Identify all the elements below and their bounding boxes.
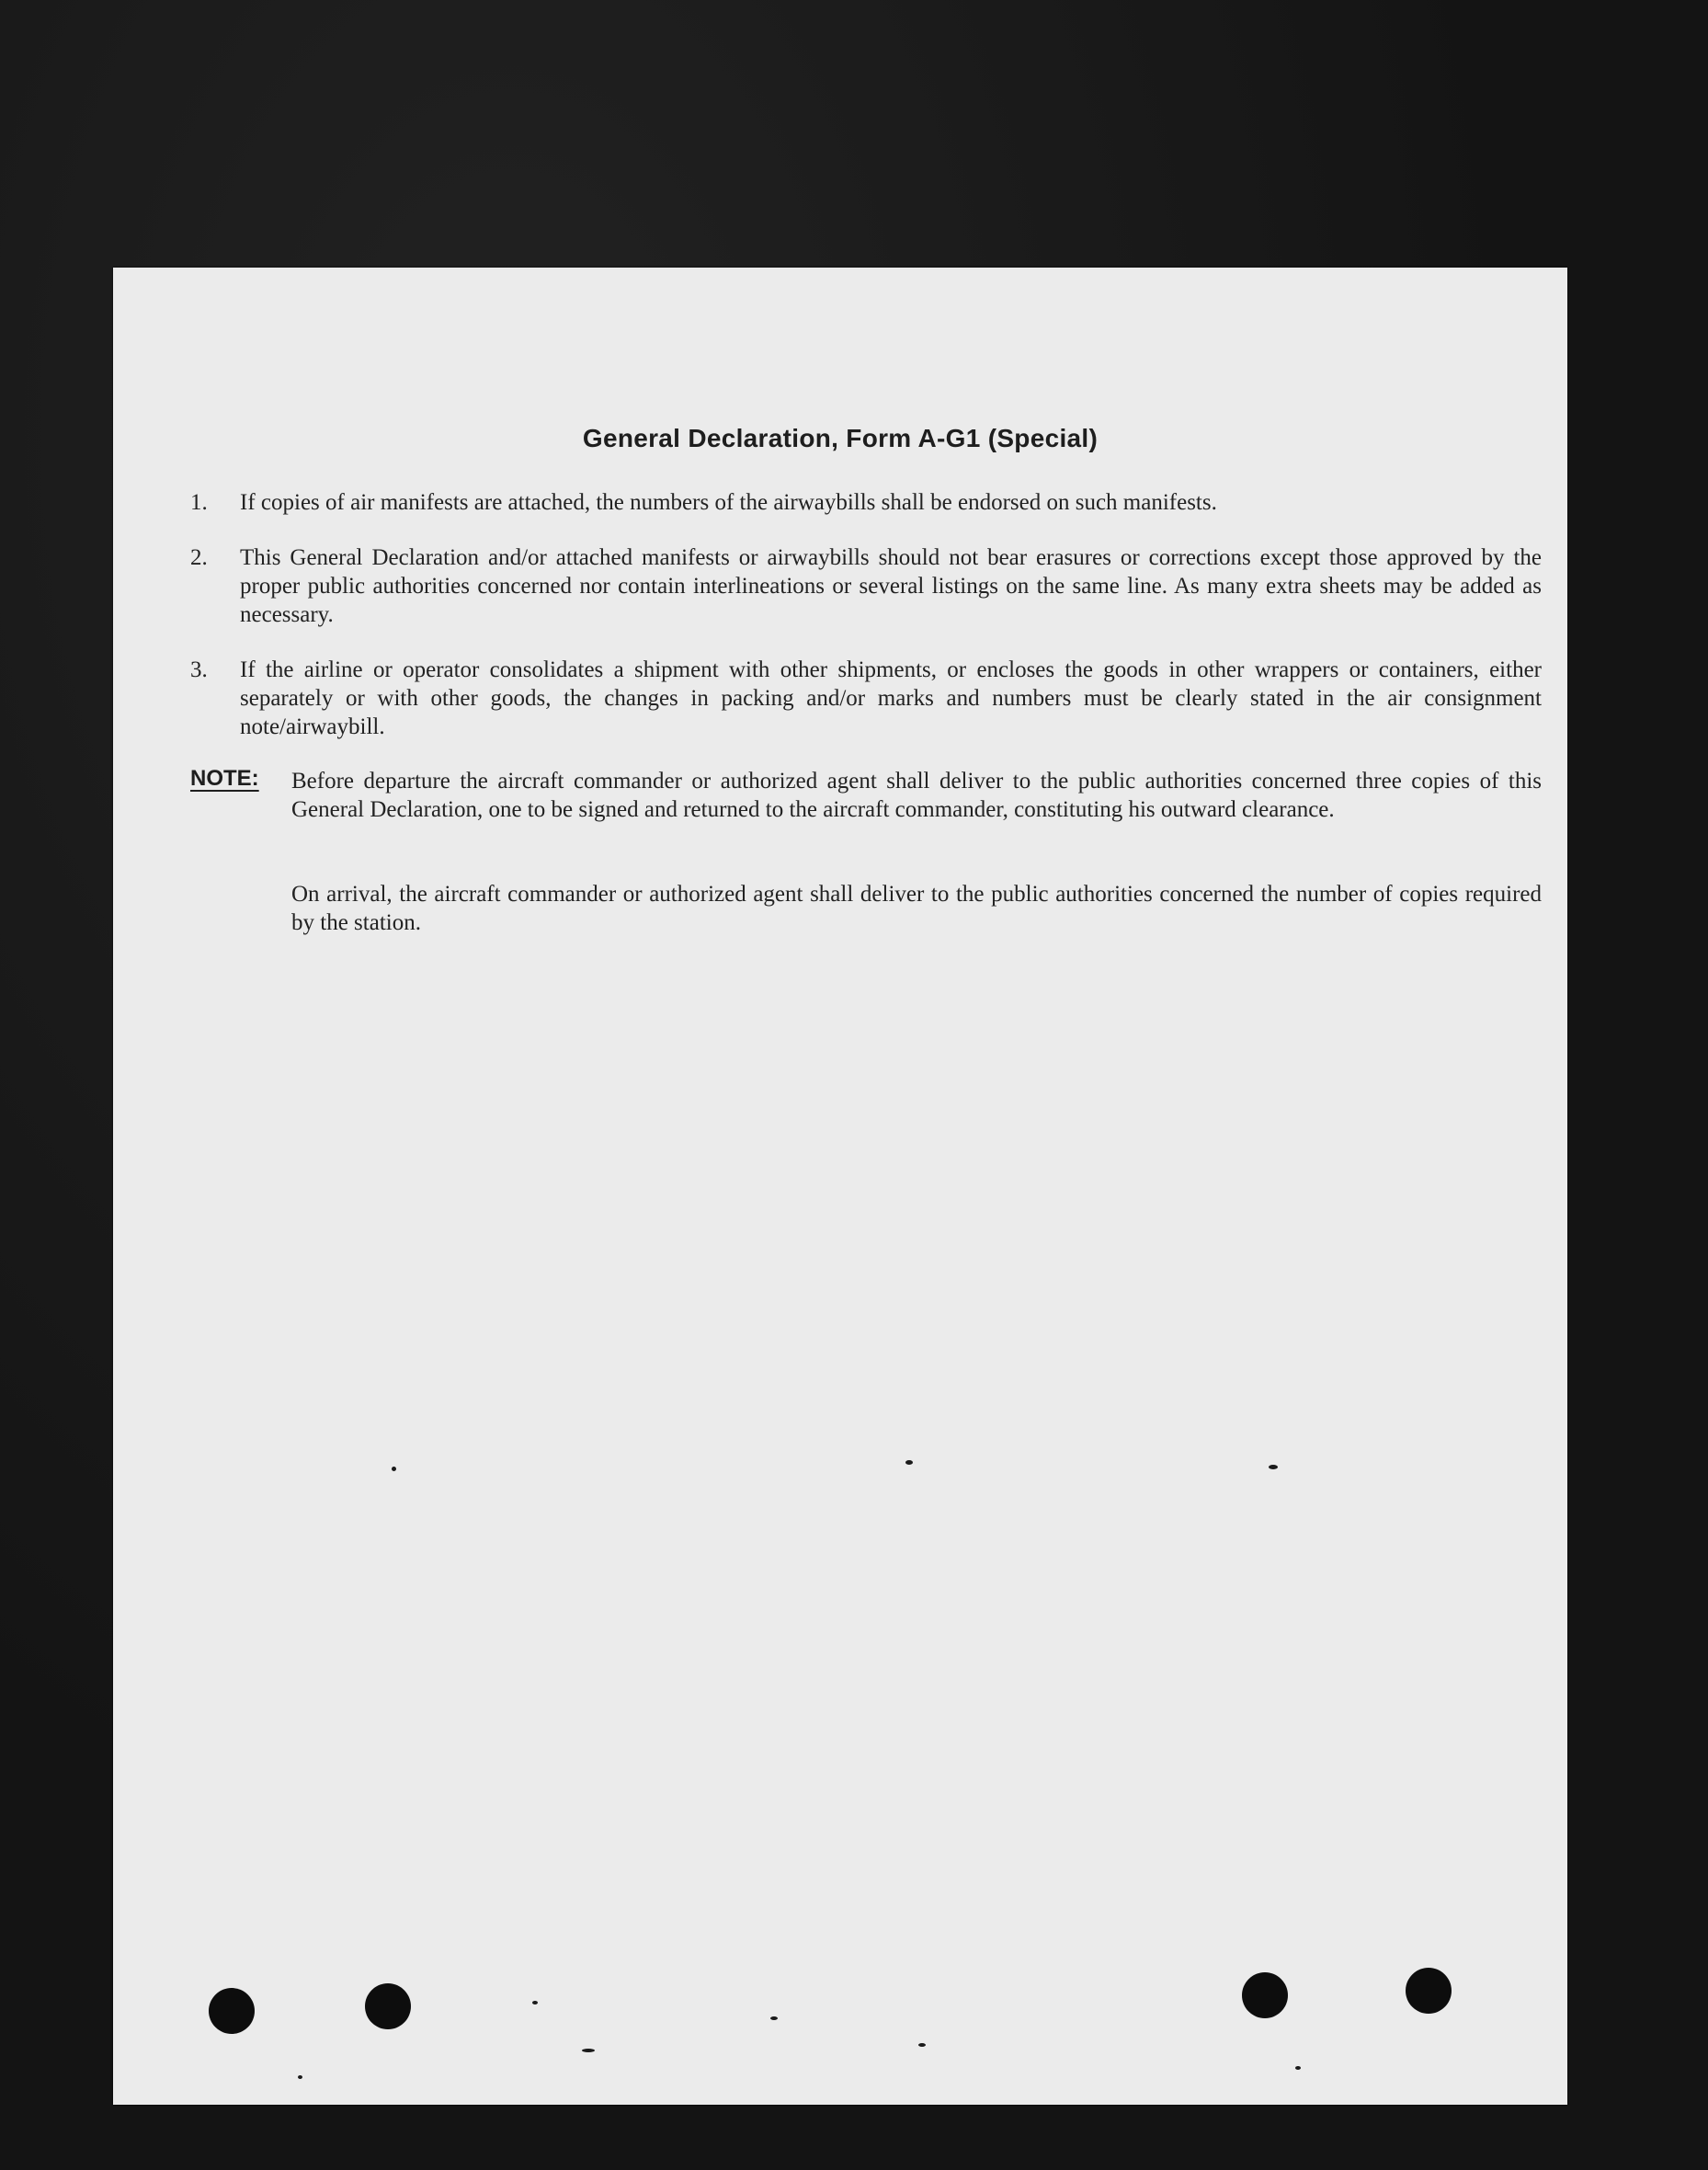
speck bbox=[582, 2049, 595, 2052]
instruction-item-2 bbox=[190, 543, 1542, 629]
item-text: If copies of air manifests are attached, the numbers of the airwaybills shall be endorsed on such manifests. bbox=[240, 490, 1217, 515]
document-page bbox=[113, 268, 1567, 2105]
speck bbox=[532, 2001, 538, 2004]
item-text: If the airline or operator consolidates a shipment with other shipments, or encloses the goods in other wrappers or containers, either separately or with other goods, the changes in packing and/or marks and numbers must be clearly stated in the air consignment note/airwaybill. bbox=[240, 657, 1542, 739]
item-text: This General Declaration and/or attached manifests or airwaybills should not bear erasures or corrections except those approved by the proper public authorities concerned nor contain interlineations or several listings on the same line. As many extra sheets may be added as necessary. bbox=[240, 545, 1542, 627]
item-number: 3. bbox=[190, 657, 208, 682]
item-number: 2. bbox=[190, 545, 208, 570]
item-number: 1. bbox=[190, 490, 208, 515]
note-paragraph-1: Before departure the aircraft commander or authorized agent shall deliver to the public authorities concerned three copies of this General Declaration, one to be signed and returned to the aircraft commander, constituting his outward clearance. bbox=[291, 769, 1542, 822]
speck bbox=[905, 1460, 913, 1465]
punch-hole bbox=[1406, 1968, 1452, 2014]
note-label: NOTE: bbox=[190, 766, 259, 791]
punch-hole bbox=[365, 1983, 411, 2029]
speck bbox=[1269, 1465, 1278, 1469]
note-paragraph-2: On arrival, the aircraft commander or authorized agent shall deliver to the public authorities concerned the number of copies required by the station. bbox=[291, 882, 1542, 935]
punch-hole bbox=[209, 1988, 255, 2034]
speck bbox=[1295, 2066, 1301, 2070]
speck bbox=[298, 2075, 302, 2079]
punch-hole bbox=[1242, 1972, 1288, 2018]
instruction-item-1 bbox=[190, 488, 1542, 517]
speck bbox=[392, 1467, 396, 1471]
speck bbox=[918, 2043, 926, 2047]
document-title: General Declaration, Form A-G1 (Special) bbox=[582, 424, 1099, 452]
speck bbox=[770, 2016, 778, 2020]
instruction-item-3 bbox=[190, 656, 1542, 741]
